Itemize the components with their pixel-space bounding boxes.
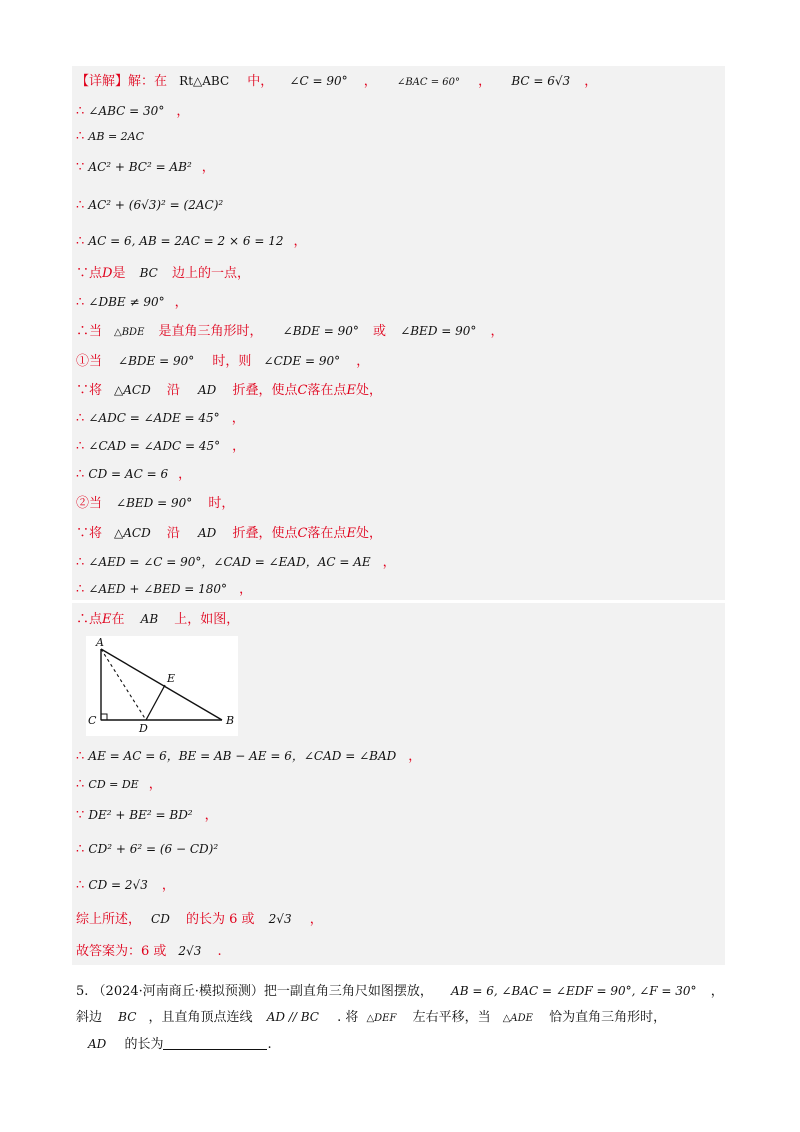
math: Rt△ABC bbox=[179, 74, 230, 88]
text: C bbox=[297, 383, 308, 398]
right-angle-mark bbox=[101, 714, 107, 720]
text: ， bbox=[178, 467, 192, 482]
therefore: ∴ bbox=[76, 842, 85, 857]
text: ∵点 bbox=[76, 266, 103, 281]
math: 2√3 bbox=[178, 944, 202, 958]
triangle-figure bbox=[86, 636, 238, 736]
text: D bbox=[102, 266, 113, 281]
math: AD // BC bbox=[266, 1010, 319, 1024]
text: E bbox=[346, 383, 356, 398]
math: BC bbox=[139, 266, 158, 280]
text: ∵将 bbox=[76, 383, 103, 398]
text: 斜边 bbox=[76, 1010, 103, 1025]
solution-line-12 bbox=[76, 409, 245, 428]
text: 左右平移，当 bbox=[412, 1010, 491, 1025]
math: △BDE bbox=[114, 327, 145, 338]
detail-tag: 【详解】 bbox=[76, 74, 129, 89]
text: ， bbox=[174, 295, 188, 310]
therefore: ∴ bbox=[76, 198, 85, 213]
math: ∠ABC = 30° bbox=[88, 104, 165, 118]
question-number: 5. bbox=[76, 984, 89, 999]
text: 是直角三角形时， bbox=[158, 324, 263, 339]
text: ， bbox=[478, 74, 492, 89]
math: AB = 2AC bbox=[88, 130, 145, 143]
text: ∴点 bbox=[76, 612, 103, 627]
text: ， bbox=[584, 74, 598, 89]
math: AD bbox=[88, 1037, 107, 1051]
text: 上，如图， bbox=[174, 612, 240, 627]
text: . bbox=[217, 944, 222, 959]
solution-line-18 bbox=[76, 580, 252, 599]
therefore: ∴ bbox=[76, 555, 85, 570]
solution-line-7 bbox=[76, 264, 250, 283]
text: 或 bbox=[373, 324, 387, 339]
solution-line-26 bbox=[76, 942, 222, 961]
solution-line-3 bbox=[76, 128, 144, 146]
math: BC = 6√3 bbox=[511, 74, 571, 88]
solution-line-11 bbox=[76, 381, 382, 400]
text: ∴当 bbox=[76, 324, 103, 339]
math: ∠AED + ∠BED = 180° bbox=[88, 582, 228, 596]
text: 处， bbox=[355, 526, 382, 541]
label-B: B bbox=[226, 714, 235, 727]
math: 2√3 bbox=[268, 912, 292, 926]
math: △ADE bbox=[502, 1013, 533, 1024]
math: △ACD bbox=[114, 526, 151, 540]
solution-line-9 bbox=[76, 322, 504, 342]
text: ， bbox=[176, 104, 190, 119]
text: ， bbox=[363, 74, 377, 89]
text: 折叠，使点 bbox=[232, 383, 298, 398]
math: ∠BED = 90° bbox=[400, 324, 477, 338]
math: CD bbox=[151, 912, 170, 926]
math: ∠BDE = 90° bbox=[282, 324, 359, 338]
math: AD bbox=[198, 526, 217, 540]
text: ， bbox=[231, 411, 245, 426]
solution-line-5 bbox=[76, 196, 223, 215]
text: ①当 bbox=[76, 354, 103, 369]
triangle-diagram bbox=[86, 636, 238, 736]
because: ∵ bbox=[76, 808, 85, 823]
solution-line-4 bbox=[76, 158, 215, 177]
text: C bbox=[297, 526, 308, 541]
math: CD = AC = 6 bbox=[88, 467, 169, 481]
text: ， bbox=[293, 234, 307, 249]
text: ∵将 bbox=[76, 526, 103, 541]
math: BC bbox=[118, 1010, 137, 1024]
text: 落在点 bbox=[307, 383, 347, 398]
text: 的长为 bbox=[124, 1037, 164, 1052]
math: ∠ADC = ∠ADE = 45° bbox=[88, 411, 220, 425]
solution-line-24 bbox=[76, 876, 175, 895]
text: 沿 bbox=[166, 383, 180, 398]
solution-line-23 bbox=[76, 840, 218, 859]
math: △ACD bbox=[114, 383, 151, 397]
math: ∠DBE ≠ 90° bbox=[88, 295, 165, 309]
math: △DEF bbox=[366, 1013, 397, 1024]
text: ， bbox=[490, 324, 504, 339]
solution-line-10 bbox=[76, 352, 369, 371]
solution-line-25 bbox=[76, 910, 323, 929]
solution-line-20 bbox=[76, 747, 421, 766]
math: AE = AC = 6，BE = AB − AE = 6，∠CAD = ∠BAD bbox=[88, 749, 397, 763]
math: AB bbox=[140, 612, 159, 626]
solution-line-13 bbox=[76, 437, 245, 456]
therefore: ∴ bbox=[76, 439, 85, 454]
therefore: ∴ bbox=[76, 295, 85, 310]
text: 处， bbox=[355, 383, 382, 398]
segment-DE bbox=[146, 685, 165, 720]
math: ∠BAC = 60° bbox=[396, 77, 461, 88]
text: ，且直角顶点连线 bbox=[148, 1010, 253, 1025]
solution-line-19 bbox=[76, 610, 239, 629]
text: . bbox=[267, 1037, 272, 1052]
question-5-line-3 bbox=[88, 1035, 272, 1054]
text: 综上所述， bbox=[76, 912, 142, 927]
question-source: （2024·河南商丘·模拟预测）把一副直角三角尺如图摆放， bbox=[92, 984, 433, 999]
math: ∠CAD = ∠ADC = 45° bbox=[88, 439, 221, 453]
therefore: ∴ bbox=[76, 234, 85, 249]
label-C: C bbox=[88, 714, 97, 727]
solution-line-17 bbox=[76, 553, 396, 572]
therefore: ∴ bbox=[76, 878, 85, 893]
because: ∵ bbox=[76, 160, 85, 175]
therefore: ∴ bbox=[76, 411, 85, 426]
math: AD bbox=[198, 383, 217, 397]
text: ②当 bbox=[76, 496, 103, 511]
text: 的长为 6 或 bbox=[185, 912, 255, 927]
label-A: A bbox=[96, 636, 104, 649]
text: 恰为直角三角形时， bbox=[549, 1010, 667, 1025]
solution-line-16 bbox=[76, 524, 382, 543]
math: CD = DE bbox=[88, 778, 139, 791]
math: CD = 2√3 bbox=[88, 878, 148, 892]
text: 在 bbox=[111, 612, 125, 627]
text: E bbox=[102, 612, 112, 627]
text: ， bbox=[204, 808, 218, 823]
label-E: E bbox=[167, 672, 176, 685]
math: ∠C = 90° bbox=[289, 74, 348, 88]
text: ， bbox=[309, 912, 323, 927]
therefore: ∴ bbox=[76, 104, 85, 119]
therefore: ∴ bbox=[76, 467, 85, 482]
segment-AB bbox=[101, 649, 222, 720]
question-5-line-2 bbox=[76, 1008, 666, 1028]
text: ， bbox=[148, 777, 162, 792]
solution-line-21 bbox=[76, 776, 162, 794]
solution-line-15 bbox=[76, 494, 234, 513]
math: AC = 6, AB = 2AC = 2 × 6 = 12 bbox=[88, 234, 284, 248]
solution-line-2 bbox=[76, 102, 189, 121]
answer-text: 故答案为：6 或 bbox=[76, 944, 167, 959]
solution-line-8 bbox=[76, 293, 188, 312]
label-D: D bbox=[139, 722, 148, 735]
text: 落在点 bbox=[307, 526, 347, 541]
answer-blank[interactable] bbox=[163, 1037, 267, 1050]
text: 解：在 bbox=[128, 74, 168, 89]
text: 折叠，使点 bbox=[232, 526, 298, 541]
text: . 将 bbox=[337, 1010, 359, 1025]
question-5-line-1 bbox=[76, 982, 724, 1001]
math: AC² + BC² = AB² bbox=[88, 160, 192, 174]
therefore: ∴ bbox=[76, 749, 85, 764]
text: 沿 bbox=[166, 526, 180, 541]
text: 是 bbox=[112, 266, 126, 281]
text: E bbox=[346, 526, 356, 541]
segment-AD-dashed bbox=[101, 649, 146, 720]
therefore: ∴ bbox=[76, 582, 85, 597]
math: DE² + BE² = BD² bbox=[88, 808, 193, 822]
math: AC² + (6√3)² = (2AC)² bbox=[88, 198, 224, 212]
solution-line-14 bbox=[76, 465, 191, 484]
text: ， bbox=[161, 878, 175, 893]
math: ∠BED = 90° bbox=[116, 496, 193, 510]
text: 时，则 bbox=[212, 354, 252, 369]
solution-line-1 bbox=[76, 72, 597, 92]
math: AB = 6, ∠BAC = ∠EDF = 90°, ∠F = 30° bbox=[451, 984, 697, 998]
text: 中， bbox=[247, 74, 274, 89]
text: ， bbox=[201, 160, 215, 175]
text: ， bbox=[239, 582, 253, 597]
therefore: ∴ bbox=[76, 129, 85, 144]
text: 边上的一点， bbox=[171, 266, 250, 281]
math: ∠AED = ∠C = 90°，∠CAD = ∠EAD，AC = AE bbox=[88, 555, 371, 569]
text: ， bbox=[356, 354, 370, 369]
therefore: ∴ bbox=[76, 777, 85, 792]
text: ， bbox=[710, 984, 724, 999]
solution-line-22 bbox=[76, 806, 218, 825]
math: ∠CDE = 90° bbox=[263, 354, 341, 368]
text: ， bbox=[408, 749, 422, 764]
solution-line-6 bbox=[76, 232, 306, 251]
text: ， bbox=[232, 439, 246, 454]
math: CD² + 6² = (6 − CD)² bbox=[88, 842, 219, 856]
text: 时， bbox=[208, 496, 235, 511]
math: ∠BDE = 90° bbox=[118, 354, 195, 368]
text: ， bbox=[382, 555, 396, 570]
